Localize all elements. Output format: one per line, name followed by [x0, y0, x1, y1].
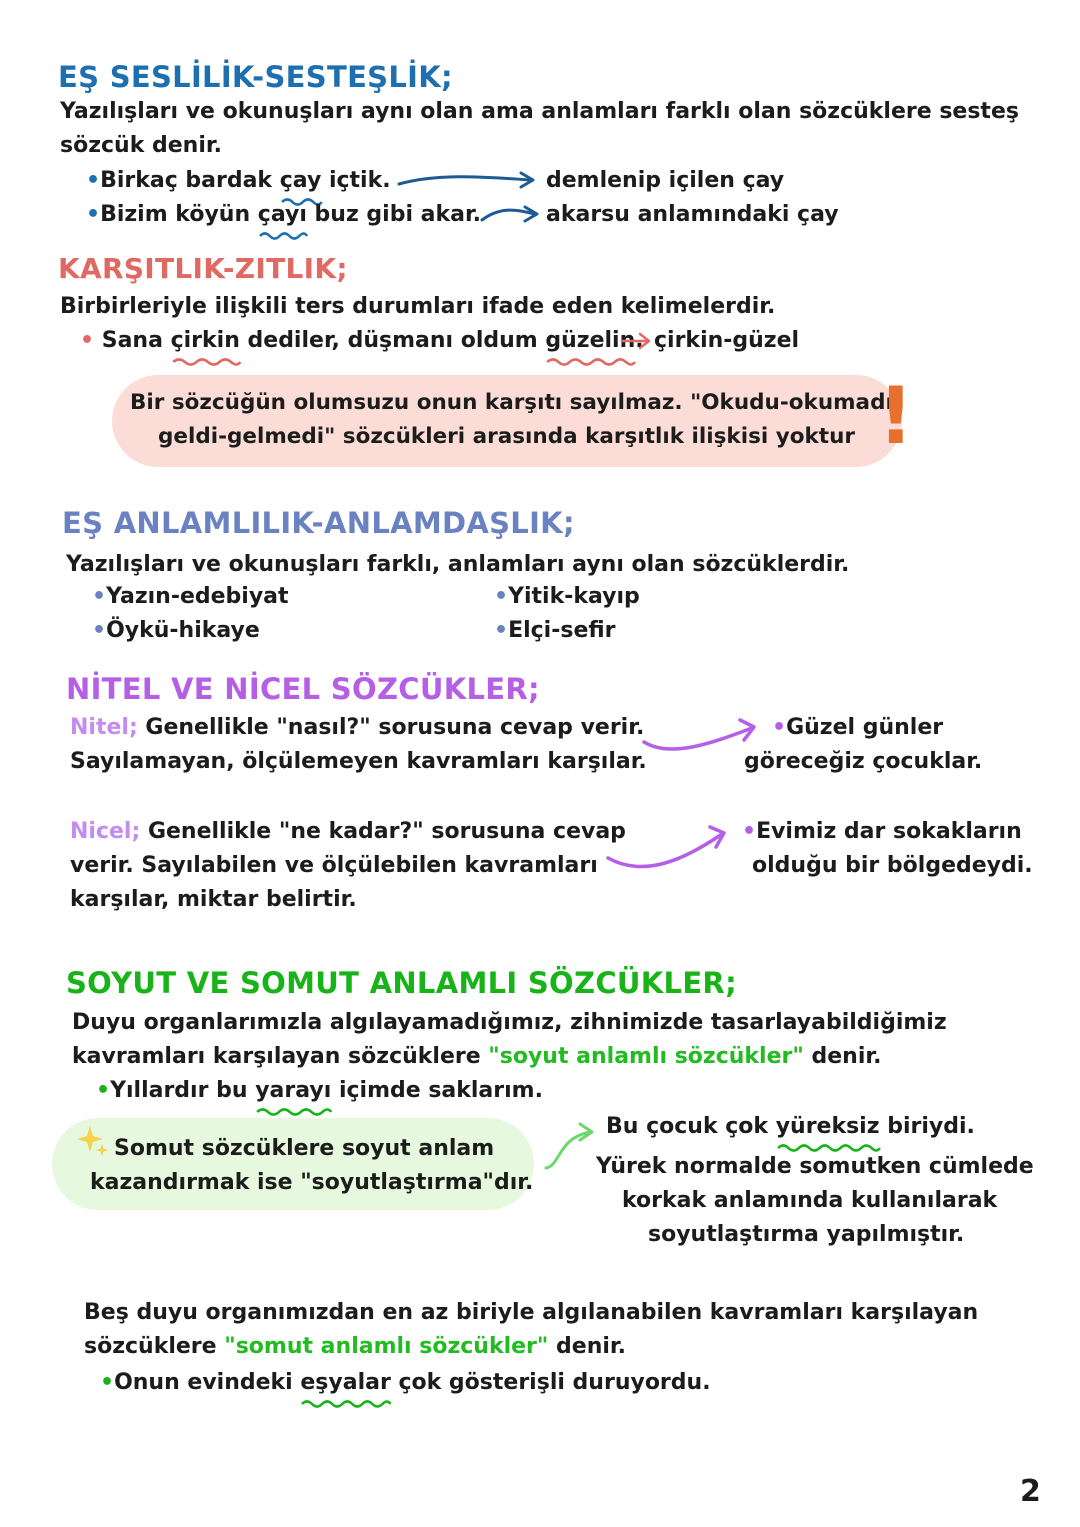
- anlamdaslik-item: •Yitik-kayıp: [494, 584, 640, 609]
- underlined-word-guzelin: güzelin: [545, 324, 635, 358]
- soyutlastirma-example: Bu çocuk çok yüreksiz biriydi.: [606, 1110, 975, 1144]
- arrow-icon: [542, 1118, 602, 1174]
- nitel-example-line1: •Güzel günler: [772, 715, 944, 740]
- underlined-word-cay: çay: [280, 164, 322, 198]
- heading-zitlik: KARŞITLIK-ZITLIK;: [58, 252, 348, 285]
- somut-example: •Onun evindeki eşyalar çok gösterişli duruyordu.: [100, 1366, 711, 1400]
- nicel-line3: karşılar, miktar belirtir.: [70, 887, 357, 912]
- heading-nitel-nicel: NİTEL VE NİCEL SÖZCÜKLER;: [66, 672, 540, 706]
- soyutlastirma-note-line2: kazandırmak ise "soyutlaştırma"dır.: [90, 1170, 534, 1195]
- exclamation-icon: !: [878, 372, 914, 462]
- somut-term: "somut anlamlı sözcükler": [224, 1334, 549, 1359]
- arrow-icon: [395, 168, 543, 192]
- arrow-icon: [620, 330, 654, 352]
- somut-definition-line1: Beş duyu organımızdan en az biriyle algılanabilen kavramları karşılayan: [84, 1300, 979, 1325]
- sesteslik-result-1: demlenip içilen çay: [546, 168, 785, 193]
- arrow-icon: [604, 820, 734, 872]
- sesteslik-result-2: akarsu anlamındaki çay: [546, 202, 839, 227]
- sesteslik-definition-line2: sözcük denir.: [60, 133, 222, 158]
- nicel-example-line2: olduğu bir bölgedeydi.: [752, 853, 1033, 878]
- nicel-line2: verir. Sayılabilen ve ölçülebilen kavramları: [70, 853, 598, 878]
- underlined-word-cirkin: çirkin: [171, 324, 240, 358]
- anlamdaslik-item: •Yazın-edebiyat: [92, 584, 289, 609]
- soyut-example: •Yıllardır bu yarayı içimde saklarım.: [96, 1074, 543, 1108]
- soyutlastirma-note-line1: Somut sözcüklere soyut anlam: [114, 1136, 495, 1161]
- somut-definition-line2: sözcüklere "somut anlamlı sözcükler" denir.: [84, 1334, 626, 1359]
- arrow-icon: [478, 202, 544, 226]
- soyutlastirma-explanation-line1: Yürek normalde somutken cümlede: [596, 1154, 1034, 1179]
- sesteslik-example-2: •Bizim köyün çayı buz gibi akar.: [86, 198, 481, 232]
- soyutlastirma-explanation-line3: soyutlaştırma yapılmıştır.: [648, 1222, 965, 1247]
- sparkle-icon: [76, 1124, 110, 1158]
- zitlik-definition: Birbirleriyle ilişkili ters durumları ifade eden kelimelerdir.: [60, 294, 776, 319]
- nitel-line2: Sayılamayan, ölçülemeyen kavramları karşılar.: [70, 749, 647, 774]
- soyutlastirma-explanation-line2: korkak anlamında kullanılarak: [622, 1188, 998, 1213]
- page-number: 2: [1020, 1474, 1041, 1509]
- heading-anlamdaslik: EŞ ANLAMLILIK-ANLAMDAŞLIK;: [62, 506, 575, 540]
- underlined-word-yarayi: yarayı: [255, 1074, 331, 1108]
- zitlik-note-line2: geldi-gelmedi" sözcükleri arasında karşıtlık ilişkisi yoktur: [158, 424, 855, 449]
- nicel-line1: Nicel; Genellikle "ne kadar?" sorusuna cevap: [70, 819, 626, 844]
- anlamdaslik-item: •Öykü-hikaye: [92, 618, 260, 643]
- zitlik-note-line1: Bir sözcüğün olumsuzu onun karşıtı sayılmaz. "Okudu-okumadı,: [130, 390, 901, 415]
- nitel-line1: Nitel; Genellikle "nasıl?" sorusuna cevap verir.: [70, 715, 645, 740]
- zitlik-result: çirkin-güzel: [654, 328, 800, 353]
- soyut-definition-line2: kavramları karşılayan sözcüklere "soyut anlamlı sözcükler" denir.: [72, 1044, 882, 1069]
- anlamdaslik-item: •Elçi-sefir: [494, 618, 616, 643]
- underlined-word-esyalar: eşyalar: [300, 1366, 390, 1400]
- sesteslik-definition-line1: Yazılışları ve okunuşları aynı olan ama anlamları farklı olan sözcüklere sesteş: [60, 99, 1019, 124]
- heading-sesteslik: EŞ SESLİLİK-SESTEŞLİK;: [58, 60, 453, 94]
- nitel-example-line2: göreceğiz çocuklar.: [744, 749, 983, 774]
- nicel-example-line1: •Evimiz dar sokakların: [742, 819, 1022, 844]
- zitlik-example: • Sana çirkin dediler, düşmanı oldum güzelin .: [80, 324, 644, 358]
- soyut-term: "soyut anlamlı sözcükler": [488, 1044, 804, 1069]
- heading-soyut-somut: SOYUT VE SOMUT ANLAMLI SÖZCÜKLER;: [66, 966, 737, 1000]
- underlined-word-cayi: çayı: [258, 198, 307, 232]
- sesteslik-example-1: •Birkaç bardak çay içtik.: [86, 164, 391, 198]
- underlined-word-yureksiz: yüreksiz: [776, 1110, 880, 1144]
- soyut-definition-line1: Duyu organlarımızla algılayamadığımız, zihnimizde tasarlayabildiğimiz: [72, 1010, 947, 1035]
- anlamdaslik-definition: Yazılışları ve okunuşları farklı, anlamları aynı olan sözcüklerdir.: [66, 552, 850, 577]
